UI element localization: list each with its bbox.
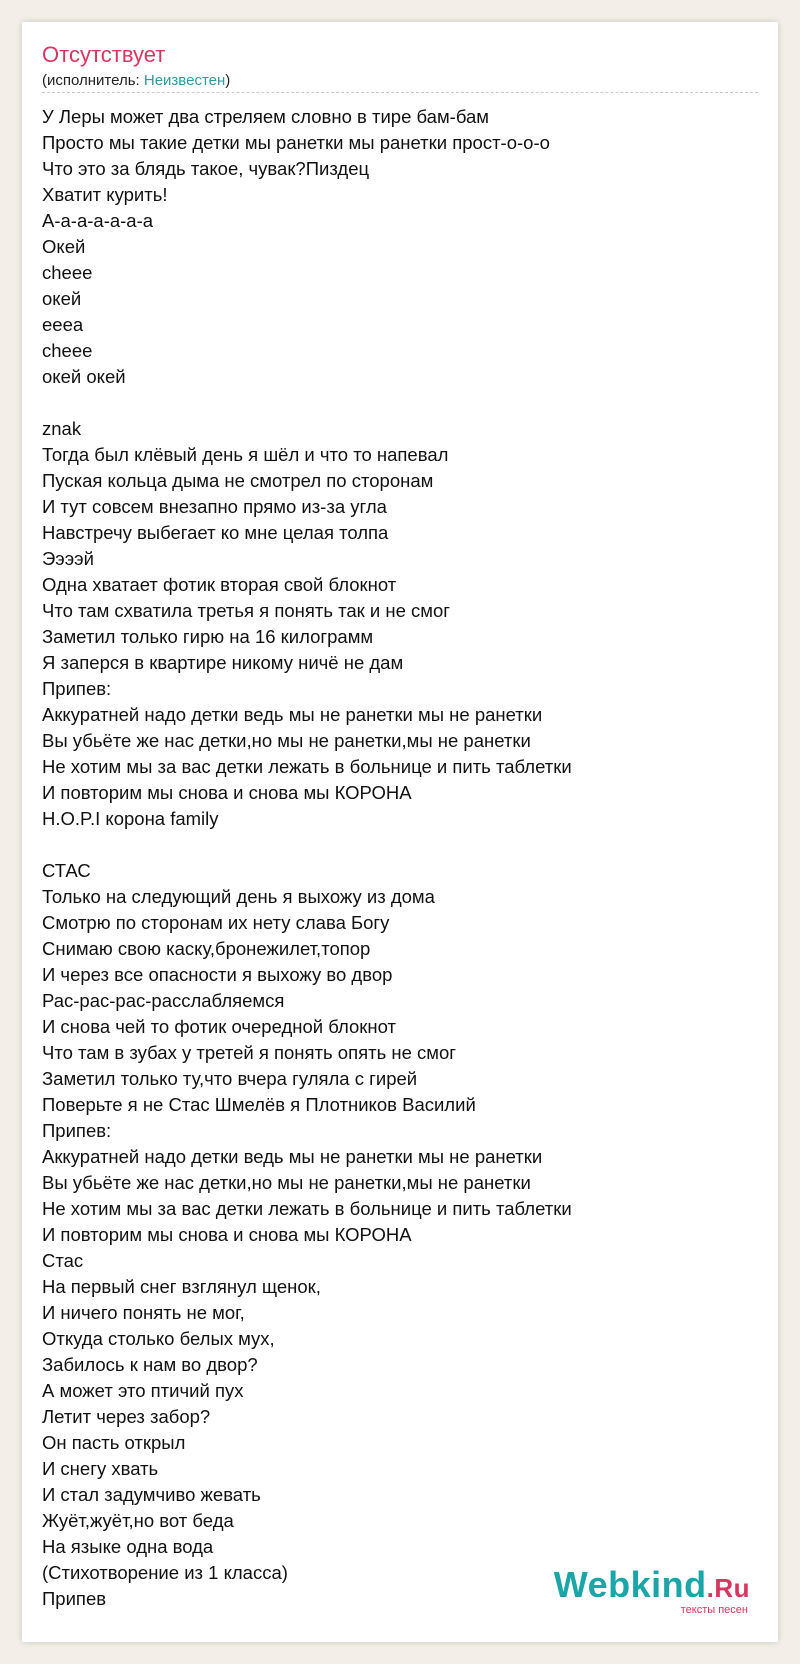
artist-suffix: ): [225, 72, 231, 89]
lyric-line: Просто мы такие детки мы ранетки мы ранетки прост-о-о-о: [42, 132, 550, 153]
lyric-line: Только на следующий день я выхожу из дома: [42, 886, 435, 907]
lyrics-body: [42, 104, 758, 1612]
lyric-line: окей: [42, 288, 82, 309]
lyric-line: Не хотим мы за вас детки лежать в больнице и пить таблетки: [42, 756, 572, 777]
lyric-line: И через все опасности я выхожу во двор: [42, 964, 393, 985]
lyric-line: Жуёт,жуёт,но вот беда: [42, 1510, 234, 1531]
lyric-line: Не хотим мы за вас детки лежать в больнице и пить таблетки: [42, 1198, 572, 1219]
lyrics-page: [22, 22, 778, 1642]
lyric-line: И ничего понять не мог,: [42, 1302, 245, 1323]
lyric-line: На языке одна вода: [42, 1536, 214, 1557]
lyric-line: И снова чей то фотик очередной блокнот: [42, 1016, 396, 1037]
artist-prefix: (исполнитель:: [42, 72, 144, 89]
lyric-line: СТАС: [42, 860, 91, 881]
lyric-line: Смотрю по сторонам их нету слава Богу: [42, 912, 390, 933]
lyric-line: [42, 832, 758, 858]
lyric-line: Стас: [42, 1250, 84, 1271]
lyric-line: Пуская кольца дыма не смотрел по сторонам: [42, 470, 434, 491]
lyric-line: Вы убьёте же нас детки,но мы не ранетки,мы не ранетки: [42, 1172, 531, 1193]
lyric-line: Рас-рас-рас-расслабляемся: [42, 990, 285, 1011]
lyric-line: Снимаю свою каску,бронежилет,топор: [42, 938, 371, 959]
lyric-line: На первый снег взглянул щенок,: [42, 1276, 321, 1297]
lyric-line: У Леры может два стреляем словно в тире бам-бам: [42, 106, 490, 127]
lyric-line: Вы убьёте же нас детки,но мы не ранетки,мы не ранетки: [42, 730, 531, 751]
logo-tagline: тексты песен: [680, 1604, 748, 1616]
lyric-line: Одна хватает фотик вторая свой блокнот: [42, 574, 397, 595]
site-logo: [553, 1564, 750, 1616]
lyric-line: Заметил только ту,что вчера гуляла с гирей: [42, 1068, 418, 1089]
lyric-line: Хватит курить!: [42, 184, 168, 205]
lyric-line: окей окей: [42, 366, 126, 387]
lyric-line: Что там схватила третья я понять так и не смог: [42, 600, 451, 621]
artist-link[interactable]: Неизвестен: [143, 72, 226, 89]
lyric-line: Аккуратней надо детки ведь мы не ранетки мы не ранетки: [42, 704, 543, 725]
logo-wordmark: [553, 1564, 750, 1606]
lyric-line: Он пасть открыл: [42, 1432, 186, 1453]
lyric-line: Что там в зубах у третей я понять опять не смог: [42, 1042, 457, 1063]
artist-line: [42, 72, 230, 89]
lyric-line: И повторим мы снова и снова мы КОРОНА: [42, 1224, 412, 1245]
lyric-line: А-а-а-а-а-а-а: [42, 210, 154, 231]
lyric-line: Поверьте я не Стас Шмелёв я Плотников Василий: [42, 1094, 476, 1115]
lyric-line: znak: [42, 418, 82, 439]
lyric-line: Припев:: [42, 678, 112, 699]
lyric-line: Ээээй: [42, 548, 94, 569]
lyric-line: Припев:: [42, 1120, 112, 1141]
lyric-line: Что это за блядь такое, чувак?Пиздец: [42, 158, 370, 179]
lyric-line: H.O.P.I корона family: [42, 808, 219, 829]
lyric-line: (Стихотворение из 1 класса): [42, 1562, 288, 1583]
dashed-divider: [42, 92, 758, 93]
lyric-line: Аккуратней надо детки ведь мы не ранетки мы не ранетки: [42, 1146, 543, 1167]
logo-tld-text: .Ru: [706, 1573, 750, 1603]
lyric-line: eeea: [42, 314, 84, 335]
lyric-line: И повторим мы снова и снова мы КОРОНА: [42, 782, 412, 803]
lyric-line: cheee: [42, 262, 93, 283]
logo-main-text: Webkind: [553, 1564, 707, 1605]
lyric-line: И снегу хвать: [42, 1458, 159, 1479]
lyric-line: Заметил только гирю на 16 килограмм: [42, 626, 374, 647]
lyric-line: cheee: [42, 340, 93, 361]
lyric-line: Летит через забор?: [42, 1406, 211, 1427]
lyric-line: Забилось к нам во двор?: [42, 1354, 258, 1375]
lyric-line: Я заперся в квартире никому ничё не дам: [42, 652, 404, 673]
lyric-line: И тут совсем внезапно прямо из-за угла: [42, 496, 387, 517]
lyric-line: Тогда был клёвый день я шёл и что то напевал: [42, 444, 449, 465]
lyric-line: Откуда столько белых мух,: [42, 1328, 275, 1349]
lyric-line: И стал задумчиво жевать: [42, 1484, 261, 1505]
song-title: Отсутствует: [42, 42, 166, 67]
lyric-line: Припев: [42, 1588, 107, 1609]
lyric-line: [42, 390, 758, 416]
lyric-line: Навстречу выбегает ко мне целая толпа: [42, 522, 389, 543]
lyric-line: А может это птичий пух: [42, 1380, 244, 1401]
lyric-line: Окей: [42, 236, 86, 257]
